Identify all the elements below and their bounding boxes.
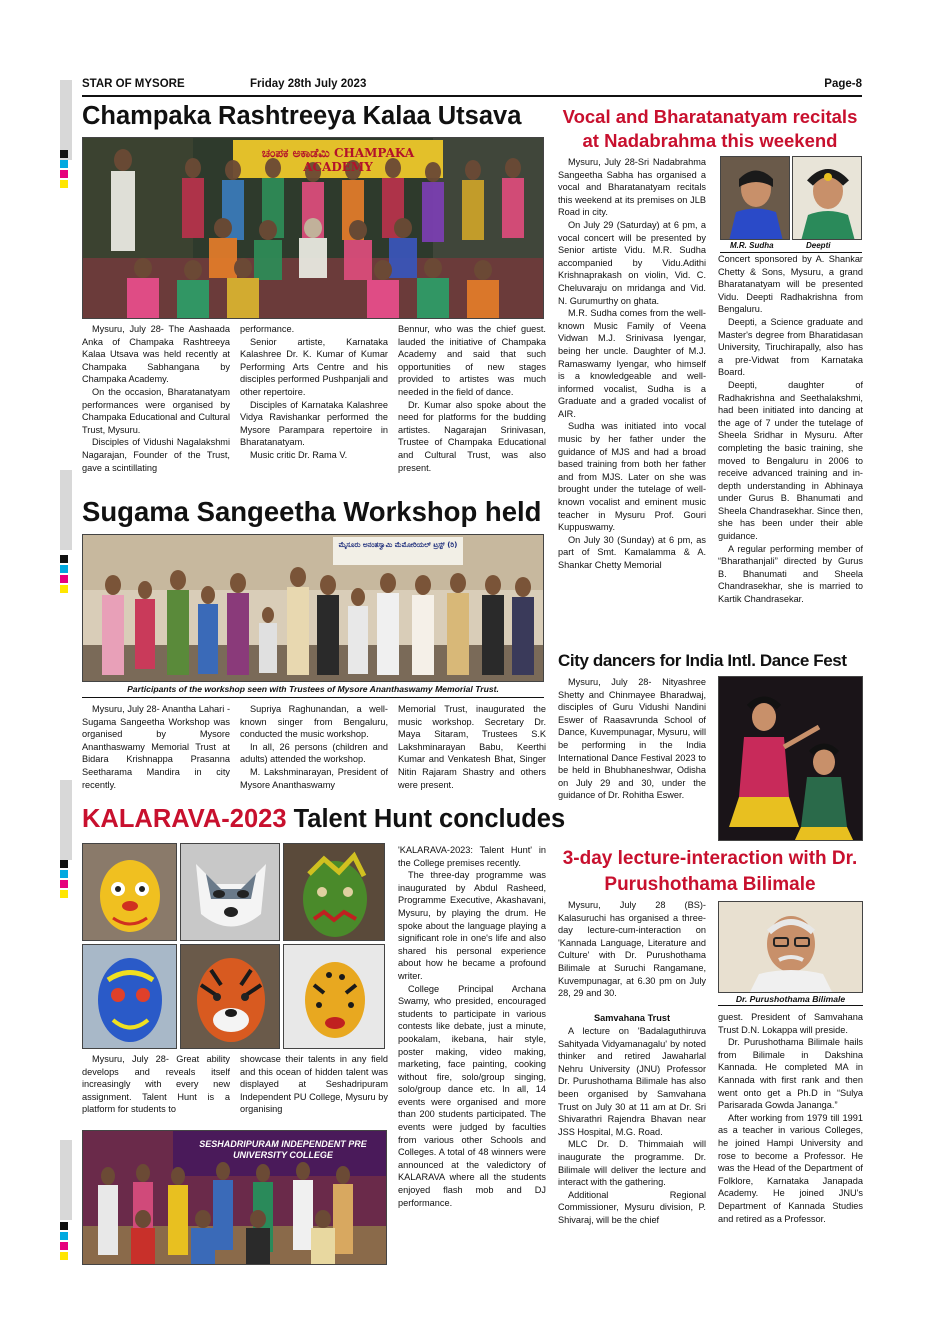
sugama-headline: Sugama Sangeetha Workshop held [82, 496, 542, 527]
face-paint-photo-4 [82, 944, 177, 1049]
masthead [82, 78, 862, 94]
photo-deepti [792, 156, 862, 240]
registration-mark [60, 555, 68, 563]
champaka-group-photo [82, 137, 544, 319]
sugama-photo-caption: Participants of the workshop seen with Trustees of Mysore Ananthaswamy Memorial Trust. [127, 684, 499, 694]
paper-name: STAR OF MYSORE [82, 78, 185, 90]
issue-date: Friday 28th July 2023 [250, 78, 367, 90]
face-paint-photo-3 [283, 843, 385, 941]
face-paint-photo-6 [283, 944, 385, 1049]
registration-strip-low [60, 780, 72, 860]
registration-mark [60, 170, 68, 178]
vocal-col-2: Concert sponsored by A. Shankar Chetty & Sons, Mysuru, a grand Bharatanatyam will be presented Vidu. Deepti Radhakrishna from Bengaluru. Deepti, a Science graduate and Master's degree from Bharatidasan University, Tiruchirapally, also has a pre-Vidwat from Karnataka Board. Deepti, daughter of Radhakrishna and Seethalakshmi, had been initiated into dancing at the age of 7 under the tutelage of Sheela Sridhar in Mysuru. After completing the basic training, she moved to Bengaluru in 2006 to receive advanced training and in-depth understanding in Abhinaya under Gurus B. Bhanumati and Sheela Chandrasekhar. Since then, she has been under their able guidance. A regular performing member of “Bharathanjali” directed by Gurus B. Bhanumati and Sheela Chandrasekhar, she is married to Kartik Chandrasekar. [718, 254, 863, 605]
bilimale-photo-caption: Dr. Purushothama Bilimale [718, 994, 863, 1006]
registration-mark [60, 160, 68, 168]
champaka-col-1: Mysuru, July 28- The Aashaada Anka of Champaka Rashtreeya Kalaa Utsava was held recently at Champaka Sabhangana by Champaka Academy. On the occasion, Bharatanatyam performances were organised by Champaka Educational and Cultural Trust, Mysuru. Disciples of Vidushi Nagalakshmi Nagarajan, Founder of the Trust, gave a scintillating [82, 324, 230, 473]
caption-rule [82, 697, 544, 698]
sugama-banner: ಮೈಸೂರು ಅನಂತಸ್ವಾಮಿ ಮೆಮೋರಿಯಲ್ ಟ್ರಸ್ಟ್ (ರಿ) [338, 541, 458, 549]
registration-strip-bottom [60, 1140, 72, 1220]
kalarava-winners-photo [82, 1130, 387, 1265]
kalarava-headline-black: Talent Hunt concludes [286, 805, 566, 833]
kalarava-headline-red: KALARAVA-2023 [82, 805, 287, 833]
lecture-col-1a: Mysuru, July 28 (BS)- Kalasuruchi has organised a three-day lecture-cum-interaction on 'Kannada Language, Literature and Culture' with Dr. Purushothama Bilimale at Suruchi Rangamane, Kuvempunagar, at 6.30 pm on July 28, 29 and 30. [558, 900, 706, 999]
photo-bilimale [718, 901, 863, 993]
registration-mark [60, 880, 68, 888]
champaka-banner: ಚಂಪಕ ಅಕಾಡೆಮಿ CHAMPAKA ACADEMY [261, 146, 415, 174]
registration-mark [60, 565, 68, 573]
dancers-headline: City dancers for India Intl. Dance Fest [558, 651, 847, 670]
registration-mark [60, 1222, 68, 1230]
registration-strip-top [60, 80, 72, 160]
registration-mark [60, 180, 68, 188]
vocal-photo-captions [720, 241, 862, 253]
lecture-col-2: guest. President of Samvahana Trust D.N. Lokappa will preside. Dr. Purushothama Bilimale hails from Bilimale in Dakshina Kannada. He completed MA in Kannada with first rank and then went onto get a Ph.D in “Sulya Parisarada Gowda Jananga.” After working from 1979 till 1991 as a teacher in various Colleges, he joined Hampi University and rose to become a Professor. He was the Head of the Department of Folklore, Karnataka Janapada Academy. He joined JNU's Department of Kannada Studies and retired as a Professor. [718, 1012, 863, 1224]
sugama-col-2: Supriya Raghunandan, a well-known singer from Bengaluru, conducted the music workshop. In all, 26 persons (children and adults) attended the workshop. M. Lakshminarayan, President of Mysore Ananthaswamy [240, 704, 388, 790]
champaka-headline: Champaka Rashtreeya Kalaa Utsava [82, 102, 522, 130]
photo-mr-sudha [720, 156, 790, 240]
kalarava-banner: SESHADRIPURAM INDEPENDENT PRE UNIVERSITY COLLEGE [199, 1139, 367, 1160]
registration-mark [60, 575, 68, 583]
caption-deepti: Deepti [806, 241, 831, 250]
page-number: Page-8 [824, 78, 862, 90]
caption-mr-sudha: M.R. Sudha [730, 241, 774, 250]
vocal-headline: Vocal and Bharatanatyam recitals at Nadabrahma this weekend [562, 106, 858, 151]
kalarava-col-3: 'KALARAVA-2023: Talent Hunt' in the College premises recently. The three-day programme was inaugurated by Abdul Rasheed, Programme Executive, Akashavani, Mysuru, by playing the drum. He spoke about the language playing a significant role in one's life and also shared his personal experience about how he became a profound writer. College Principal Archana Swamy, who presided, encouraged students to participate in various contests like debate, just a minute, pookalam, ikebana, hair style, poster making, video making, marketing, face painting, cooking without fire, solo/group singing, solo/group dance etc. In all, 14 events were organised and more than 200 students participated. The events were judged by faculties from various other Schools and Colleges. A total of 48 winners were announced at the valedictory of KALARAVA where all the students enjoyed flash mob and DJ performance. [398, 845, 546, 1208]
dancers-photo [718, 676, 863, 841]
champaka-col-2: performance. Senior artiste, Karnataka Kalashree Dr. K. Kumar of Kumar Performing Arts Centre and his disciples performed Pushpanjali and other repertoire. Disciples of Karnataka Kalashree Vidya Ravishankar performed the Mysore Parampara repertoire in Bharatanatyam. Music critic Dr. Rama V. [240, 324, 388, 460]
sugama-col-1: Mysuru, July 28- Anantha Lahari - Sugama Sangeetha Workshop was organised by Mysore Ananthaswamy Memorial Trust at Bidara Krishnappa Prasanna Seetharama Mandira in city recently. [82, 704, 230, 790]
face-paint-photo-5 [180, 944, 280, 1049]
registration-mark [60, 890, 68, 898]
lecture-headline: 3-day lecture-interaction with Dr. Purushothama Bilimale [562, 848, 858, 895]
registration-mark [60, 1242, 68, 1250]
kalarava-headline [82, 802, 566, 836]
registration-mark [60, 1252, 68, 1260]
lecture-subhead-wrap [558, 1012, 706, 1025]
champaka-col-3: Bennur, who was the chief guest. lauded the initiative of Champaka Academy and said that such opportunities of new stages provided to artistes was much needed in the field of dance. Dr. Kumar also spoke about the need for platforms for the budding artistes. Nagarajan Srinivasan, Trustee of Champaka Educational and Cultural Trust, was also present. [398, 324, 546, 473]
sugama-col-3: Memorial Trust, inaugurated the music workshop. Secretary Dr. Maya Sitaram, Trustees S.K Lakshminarayan Babu, Keerthi Kumar and Venkatesh Bhat, Singer Nitin Rajaram Shastry and others were present. [398, 704, 546, 790]
vocal-col-1: Mysuru, July 28-Sri Nadabrahma Sangeetha Sabha has organised a vocal and Bharatanatyam recitals this weekend at its premises on JLB Road in city. On July 29 (Saturday) at 6 pm, a vocal concert will be presented by Senior artiste Vidu. M.R. Sudha accompanied by Vidu.Adithi Krishnaprakash on violin, Vid. C. Cheluvaraju on mridanga and Vid. N. Gurumurthy on ghata. M.R. Sudha comes from the well-known Music Family of Veena Vidwan M.J. Srinivasa Iyengar, being her uncle. Daughter of M.J. Ramaswamy Iyengar, who himself is a knowledgeable and well-informed vocalist, Sudha is a Graduate and a graded vocalist of AIR. Sudha was initiated into vocal music by her father under the guidance of MJS and had a broad based training from both her father and from MJS. Later on she was brought under the tutelage of well-known vocalist and eminent music teacher in Mysuru Prof. Gouri Kuppuswamy. On July 30 (Sunday) at 6 pm, as part of Smt. Kamalamma & A. Shankar Chetty Memorial [558, 157, 706, 570]
registration-mark [60, 150, 68, 158]
kalarava-col-1: Mysuru, July 28- Great ability develops and reveals itself increasingly with every new assignment. Talent Hunt is a platform for students to [82, 1054, 230, 1115]
face-paint-photo-1 [82, 843, 177, 941]
lecture-subhead: Samvahana Trust [593, 1013, 671, 1023]
registration-mark [60, 860, 68, 868]
sugama-group-photo [82, 534, 544, 682]
face-paint-photo-2 [180, 843, 280, 941]
registration-mark [60, 870, 68, 878]
masthead-rule [82, 95, 862, 97]
lecture-col-1b: A lecture on 'Badalaguthiruva Sahityada Vidyamanagalu' by noted thinker and retired Jawaharlal Nehru University (JNU) Professor Dr. Purushothama Bilimale has also been organised by Samvahana Trust on July 30 at 11 am at Dr. Sri Shivarathri Rajendra Bhavan near JSS Hospital, M.G. Road. MLC Dr. D. Thimmaiah will inaugurate the programme. Dr. Bilimale will deliver the lecture and interact with the gathering. Additional Regional Commissioner, Mysuru division, P. Shivaraj, will be the chief [558, 1026, 706, 1225]
registration-strip-mid [60, 470, 72, 550]
registration-mark [60, 1232, 68, 1240]
kalarava-col-2: showcase their talents in any field and this ocean of hidden talent was displayed at Seshadripuram Independent PU College, Mysuru by organising [240, 1054, 388, 1115]
registration-mark [60, 585, 68, 593]
dancers-col-1: Mysuru, July 28- Nityashree Shetty and Chinmayee Bharadwaj, disciples of Guru Vidushi Nandini Eswer of Raasavrunda School of Dance, Kuvempunagar, Mysuru, will be performing in the India International Dance Festival 2023 to be held in Bhubhaneshwar, Odisha on July 29 and 30, under the guidance of Dr. Rohitha Eswer. [558, 677, 706, 801]
